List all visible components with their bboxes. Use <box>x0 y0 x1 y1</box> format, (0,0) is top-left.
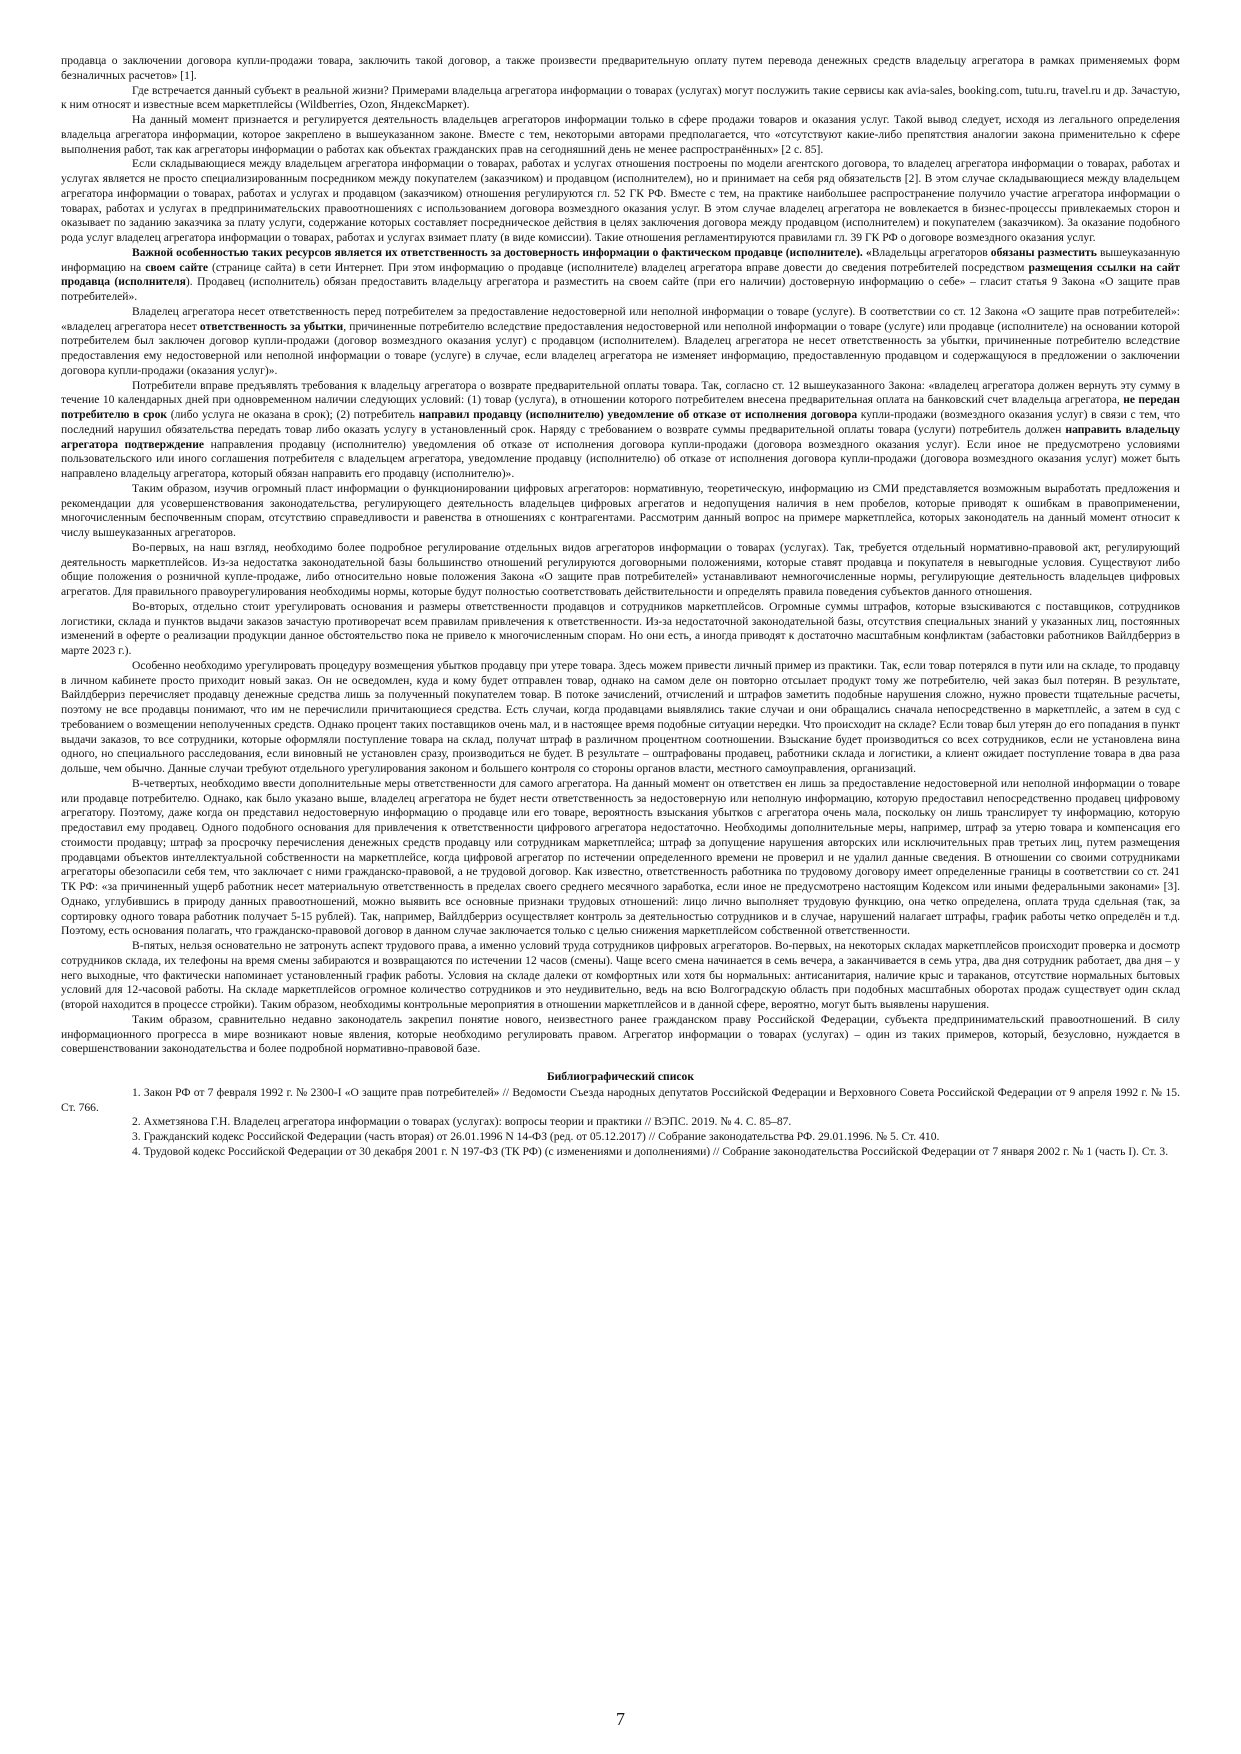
paragraph: Где встречается данный субъект в реальной жизни? Примерами владельца агрегатора информации о товарах (услугах) могут послужить такие сервисы как avia-sales, booking.com, tutu.ru, travel.ru и др. Зачастую, к ним относят и известные всем маркетплейсы (Wildberries, Ozon, ЯндексМаркет). <box>61 83 1180 112</box>
bold-text: не передан потребителю в срок <box>61 393 1180 421</box>
paragraph: Таким образом, изучив огромный пласт информации о функционировании цифровых агрегаторов: нормативную, теоретическую, информацию из СМИ представляется возможным выработать предложения и рекомендации для усовершенствования законодательства, регулирующего деятельность владельцев цифровых агрегатов и недопущения наличия в нем пробелов, которые приводят к ошибкам в правоприменении, многочисленным беспочвенным спорам, отсутствию справедливости и равенства в отношениях с контрагентами. Рассмотрим данный вопрос на примере маркетплейса, которых законодатель на данный момент относит к числу вышеуказанных агрегаторов. <box>61 481 1180 539</box>
paragraph: Особенно необходимо урегулировать процедуру возмещения убытков продавцу при утере товара. Здесь можем привести личный пример из практики. Так, если товар потерялся в пути или на складе, то продавцу в личном кабинете просто приходит новый заказ. Он не осведомлен, куда и кому будет отправлен товар, однако на самом деле он повторно отсылает продукт тому же потребителю, чей заказ был потерян. В результате, Вайлдберриз перечисляет продавцу денежные средства лишь за полученный покупателем товар. В потоке зачислений, отчислений и штрафов заметить подобные нарушения сложно, нужно провести тщательные расчеты, поэтому не все продавцы понимают, что им не перечислили причитающиеся средства. Есть случаи, когда продавцами выявлялись такие случаи и они обращались сначала непосредственно в маркетплейс, а затем в суд с требованием о возмещении неполученных средств. Однако процент таких поставщиков очень мал, и в настоящее время подобные ситуации нередки. Что происходит на складе? Если товар был утерян до его попадания в пункт выдачи заказов, то все сотрудники, которые оформляли поступление товара на склад, получат штраф в различном процентном соотношении. Взыскание будет производиться со всех сотрудников, если не установлена вина одного, но специального расследования, если виновный не установлен сразу, производиться не будет. В результате – оштрафованы продавец, работники склада и логистики, а клиент ожидает поступление товара в два раза дольше, чем обычно. Данные случаи требуют отдельного урегулирования законом и большего контроля со стороны органов власти, местного самоуправления, организаций. <box>61 658 1180 775</box>
paragraph <box>61 379 1180 482</box>
bold-text: размещения ссылки на сайт продавца (исполнителя <box>61 260 1180 289</box>
bold-text: направить владельцу агрегатора подтверждение <box>61 422 1181 451</box>
bold-text: обязаны разместить <box>990 245 1097 259</box>
bibliography-list <box>61 1086 1180 1160</box>
text-run: ). Продавец (исполнитель) обязан предоставить владельцу агрегатора и разместить на своем сайте (при его наличии) достоверную информацию о себе» – гласит статья 9 Закона «О защите прав потребителей». <box>61 275 1180 303</box>
text-run: , причиненные потребителю вследствие предоставления недостоверной или неполной информации о товаре (услуге) или продавце (исполнителе) на основании которой потребителем был заключен договор купли-продажи (договор возмездного оказания услуг) с продавцом (исполнителем). Владелец агрегатора не несет ответственность за убытки, причиненные потребителю вследствие предоставления ему недостоверной или неполной информации о товаре (услуге) в случае, если владелец агрегатора не изменяет информацию, предоставленную продавцом и содержащуюся в предложении о заключении договора купли-продажи (оказания услуг)». <box>61 319 1180 377</box>
bibliography-item: 2. Ахметзянова Г.Н. Владелец агрегатора информации о товарах (услугах): вопросы теории и практики // ВЭПС. 2019. № 4. С. 85–87. <box>132 1115 792 1129</box>
bold-text: Важной особенностью таких ресурсов является их ответственность за достоверность информации о фактическом продавце (исполнителе). « <box>132 245 872 259</box>
paragraph: В-четвертых, необходимо ввести дополнительные меры ответственности для самого агрегатора. На данный момент он ответствен ен лишь за предоставление недостоверной или неполной информации о товаре или продавце потребителю. Однако, как было указано выше, владелец агрегатора не будет нести ответственность за недостоверную или неполную информацию, которую предоставил непосредственно продавец цифровому агрегатору. Поэтому, даже когда он представил недостоверную информацию о продавце или его товаре, вероятность взыскания убытков с агрегатора очень мала, поскольку он лишь транслирует ту информацию, которую предоставил ему продавец. Одного подобного основания для привлечения к ответственности цифрового агрегатора недостаточно. Необходимы дополнительные меры, например, штраф за утерю товара и компенсация его стоимости продавцу; штраф за просрочку перечисления денежных средств продавцу или сотрудникам маркетплейса; штраф за допущение нарушения авторских или исключительных прав третьих лиц, путем размещения продавцами объектов интеллектуальной собственности на маркетплейсе, когда цифровой агрегатор по истечении определенного времени не проверил и не удалил данные сведения. В отношении со своими сотрудниками агрегаторы обезопасили себя тем, что заключает с ними гражданско-правовой, а не трудовой договор. Как известно, ответственность работника по трудовому договору имеет определенные границы в соответствии со ст. 241 ТК РФ: «за причиненный ущерб работник несет материальную ответственность в пределах своего среднего месячного заработка, если иное не предусмотрено настоящим Кодексом или иными федеральными законами» [3]. Однако, углубившись в природу данных правоотношений, можно выявить все основные признаки трудовых отношений: лицо лично выполняет трудовую функцию, она четко определена, оплата труда сдельная (так, за сортировку одного товара работник получает 5-15 рублей). Так, например, Вайлдберриз осуществляет контроль за деятельностью сотрудников и в случае, нарушений налагает штрафы, график работы четко определён и т.д. Поэтому, есть основания полагать, что гражданско-правовой договор в данном случае заключается только с целью снижения маркетплейсом собственной ответственности. <box>61 776 1180 938</box>
bibliography-heading: Библиографический список <box>546 1070 695 1083</box>
paragraph: На данный момент признается и регулируется деятельность владельцев агрегаторов информации только в сфере продажи товаров и оказания услуг. Такой вывод следует, исходя из легального определения владельца агрегатора информации, которое закреплено в вышеуказанном законе. Вместе с тем, некоторыми авторами предполагается, что «отсутствуют какие-либо препятствия аналогии закона применительно к сфере выполнения работ, так как агрегаторы информации о работах как объектах гражданских прав на сегодняшний день не менее распространённых» [2 с. 85]. <box>61 113 1180 156</box>
bibliography-item: 1. Закон РФ от 7 февраля 1992 г. № 2300-I «О защите прав потребителей» // Ведомости Съезда народных депутатов Российской Федерации и Верховного Совета Российской Федерации от 9 апреля 1992 г. № 15. Ст. 766. <box>61 1085 1180 1114</box>
text-run: направления продавцу (исполнителю) уведомления об отказе от исполнения договора купли-продажи (договора возмездного оказания услуг). Если иное не предусмотрено условиями пользовательского или иного соглашения потребителя с владельцем агрегатора, уведомление продавцу (исполнителю) об отказе от исполнения договора купли-продажи (договора возмездного оказания услуг) может быть направлено владельцу агрегатора, который обязан направить его продавцу (исполнителю)». <box>61 437 1180 480</box>
page-number: 7 <box>616 1709 625 1729</box>
text-run: Потребители вправе предъявлять требования к владельцу агрегатора о возврате предварительной оплаты товара. Так, согласно ст. 12 вышеуказанного Закона: «владелец агрегатора должен вернуть эту сумму в течение 10 календарных дней при одновременном наличии следующих условий: (1) товар (услуга), в отношении которого потребителем внесена предварительная оплата на банковский счет владельца агрегатора, <box>61 378 1180 407</box>
bold-text: ответственность за убытки <box>199 319 344 333</box>
paragraph: Если складывающиеся между владельцем агрегатора информации о товарах, работах и услугах отношения построены по модели агентского договора, то владелец агрегатора информации о товарах, работах и услугах является не просто специализированным посредником между покупателем (заказчиком) и продавцом (исполнителем), но и принимает на себя ряд обязательств [2]. В этом случае складывающиеся между владельцем агрегатора информации о товарах, работах и услугах и продавцом (заказчиком) отношения регулируются гл. 52 ГК РФ. Вместе с тем, на практике наибольшее распространение получило участие агрегатора информации о товарах, работах и услугах в предпринимательских правоотношениях с использованием договора возмездного оказания услуг. В этом случае владелец агрегатора не вовлекается в бизнес-процессы привлекаемых сторон и оказывает по заданию заказчика за плату услуги, содержание которых составляет посредническое действия в целях заключения договора между продавцом (исполнителем) и покупателем (заказчиком). За оказание подобного рода услуг владелец агрегатора информации о товарах, работах и услугах взимает плату (в виде комиссии). Такие отношения регламентируются правилами гл. 39 ГК РФ о договоре возмездного оказания услуг. <box>61 157 1180 244</box>
paragraph: Таким образом, сравнительно недавно законодатель закрепил понятие нового, неизвестного ранее гражданском праву Российской Федерации, субъекта предпринимательский правоотношений. В силу информационного прогресса в мире возникают новые явления, которые необходимо регулировать правом. Агрегатор информации о товарах (услугах) – один из таких примеров, который, безусловно, нуждается в совершенствовании законодательства и более подробной нормативно-правовой базе. <box>61 1012 1180 1056</box>
text-run: Владельцы агрегаторов <box>871 245 991 259</box>
text-run: (странице сайта) в сети Интернет. При этом информацию о продавце (исполнителе) владелец агрегатора вправе довести до сведения потребителей посредством <box>208 260 1029 274</box>
bibliography-item: 3. Гражданский кодекс Российской Федерации (часть вторая) от 26.01.1996 N 14-ФЗ (ред. от 05.12.2017) // Собрание законодательства РФ. 29.01.1996. № 5. Ст. 410. <box>132 1130 940 1143</box>
bibliography-item: 4. Трудовой кодекс Российской Федерации от 30 декабря 2001 г. N 197-ФЗ (ТК РФ) (с изменениями и дополнениями) // Собрание законодательства Российской Федерации от 7 января 2002 г. № 1 (часть I). Ст. 3. <box>132 1144 1169 1158</box>
text-run: купли-продажи (возмездного оказания услуг) в связи с тем, что последний нарушил обязательства передать товар либо оказать услугу в установленный срок. Наряду с требованием о возврате суммы предварительной оплаты товара (услуги) потребитель должен <box>61 408 1180 436</box>
text-run: (либо услуга не оказана в срок); (2) потребитель <box>167 408 419 421</box>
paragraph: В-пятых, нельзя основательно не затронуть аспект трудового права, а именно условий труда сотрудников цифровых агрегаторов. Во-первых, на некоторых складах маркетплейсов происходит проверка и досмотр сотрудников склада, их телефоны на время смены забираются и возвращаются по истечении 12 часов (смены). Чаще всего смена начинается в семь вечера, а заканчивается в семь утра, два дня сотрудник работает, два дня – у него выходные, что фактически напоминает установленный график работы. Условия на складе далеки от комфортных или хотя бы нормальных: антисанитария, наличие крыс и тараканов, отсутствие нормальных бытовых условий для 12-часовой работы. На складе маркетплейсов огромное количество сотрудников и это неудивительно, ведь на всю Волгоградскую область при подобных масштабных оборотах продаж существует один склад (второй находится в процессе стройки). Таким образом, необходимы контрольные мероприятия в отношении маркетплейсов и в данной сфере, вероятно, могут быть выявлены нарушения. <box>61 939 1180 1011</box>
bold-text: своем сайте <box>145 260 208 274</box>
text-run: Владелец агрегатора несет ответственность перед потребителем за предоставление недостоверной или неполной информации о товаре (услуге). В соответствии со ст. 12 Закона «О защите прав потребителей»: «владелец агрегатора несет <box>61 304 1180 333</box>
paragraph <box>61 246 1180 305</box>
paragraph <box>61 305 1180 379</box>
paragraph: Во-первых, на наш взгляд, необходимо более подробное регулирование отдельных видов агрегаторов информации о товарах (услугах). Так, требуется отдельный нормативно-правовой акт, регулирующий деятельность маркетплейсов. Из-за недостатка законодательной базы большинство отношений регулируются договорными положениями, которые ставят продавца и покупателя в невыгодные условия. Существуют либо общие положения о розничной купле-продаже, либо относительно новые положения Закона «О защите прав потребителей» устанавливают немногочисленные нормы, регулирующие деятельность владельцев цифровых агрегатов. Для правильного правоурегулирования необходимы нормы, которые будут полностью соответствовать действительности и определять правила поведения субъектов данного отношения. <box>61 540 1180 598</box>
text-run: вышеуказанную информацию на <box>61 245 1180 274</box>
bold-text: направил продавцу (исполнителю) уведомление об отказе от исполнения договора <box>418 408 858 421</box>
paragraph: продавца о заключении договора купли-продажи товара, заключить такой договор, а также произвести предварительную оплату путем перевода денежных средств владельцу агрегатора в рамках применяемых форм безналичных расчетов» [1]. <box>61 54 1180 82</box>
article-body <box>61 54 1180 1057</box>
paragraph: Во-вторых, отдельно стоит урегулировать основания и размеры ответственности продавцов и сотрудников маркетплейсов. Огромные суммы штрафов, которые взыскиваются с поставщиков, сотрудников логистики, склада и пунктов выдачи заказов зачастую противоречат всем правилам привлечения к ответственности. Из-за недостаточной законодательной базы, отсутствия специальных знаний у указанных лиц, постоянных изменений в оферте о реализации продукции данное обстоятельство пока не привело к многочисленным спорам. Но они есть, а иногда приводят к достаточно масштабным конфликтам (забастовки работников Вайлдберриз в марте 2023 г.). <box>61 599 1180 657</box>
